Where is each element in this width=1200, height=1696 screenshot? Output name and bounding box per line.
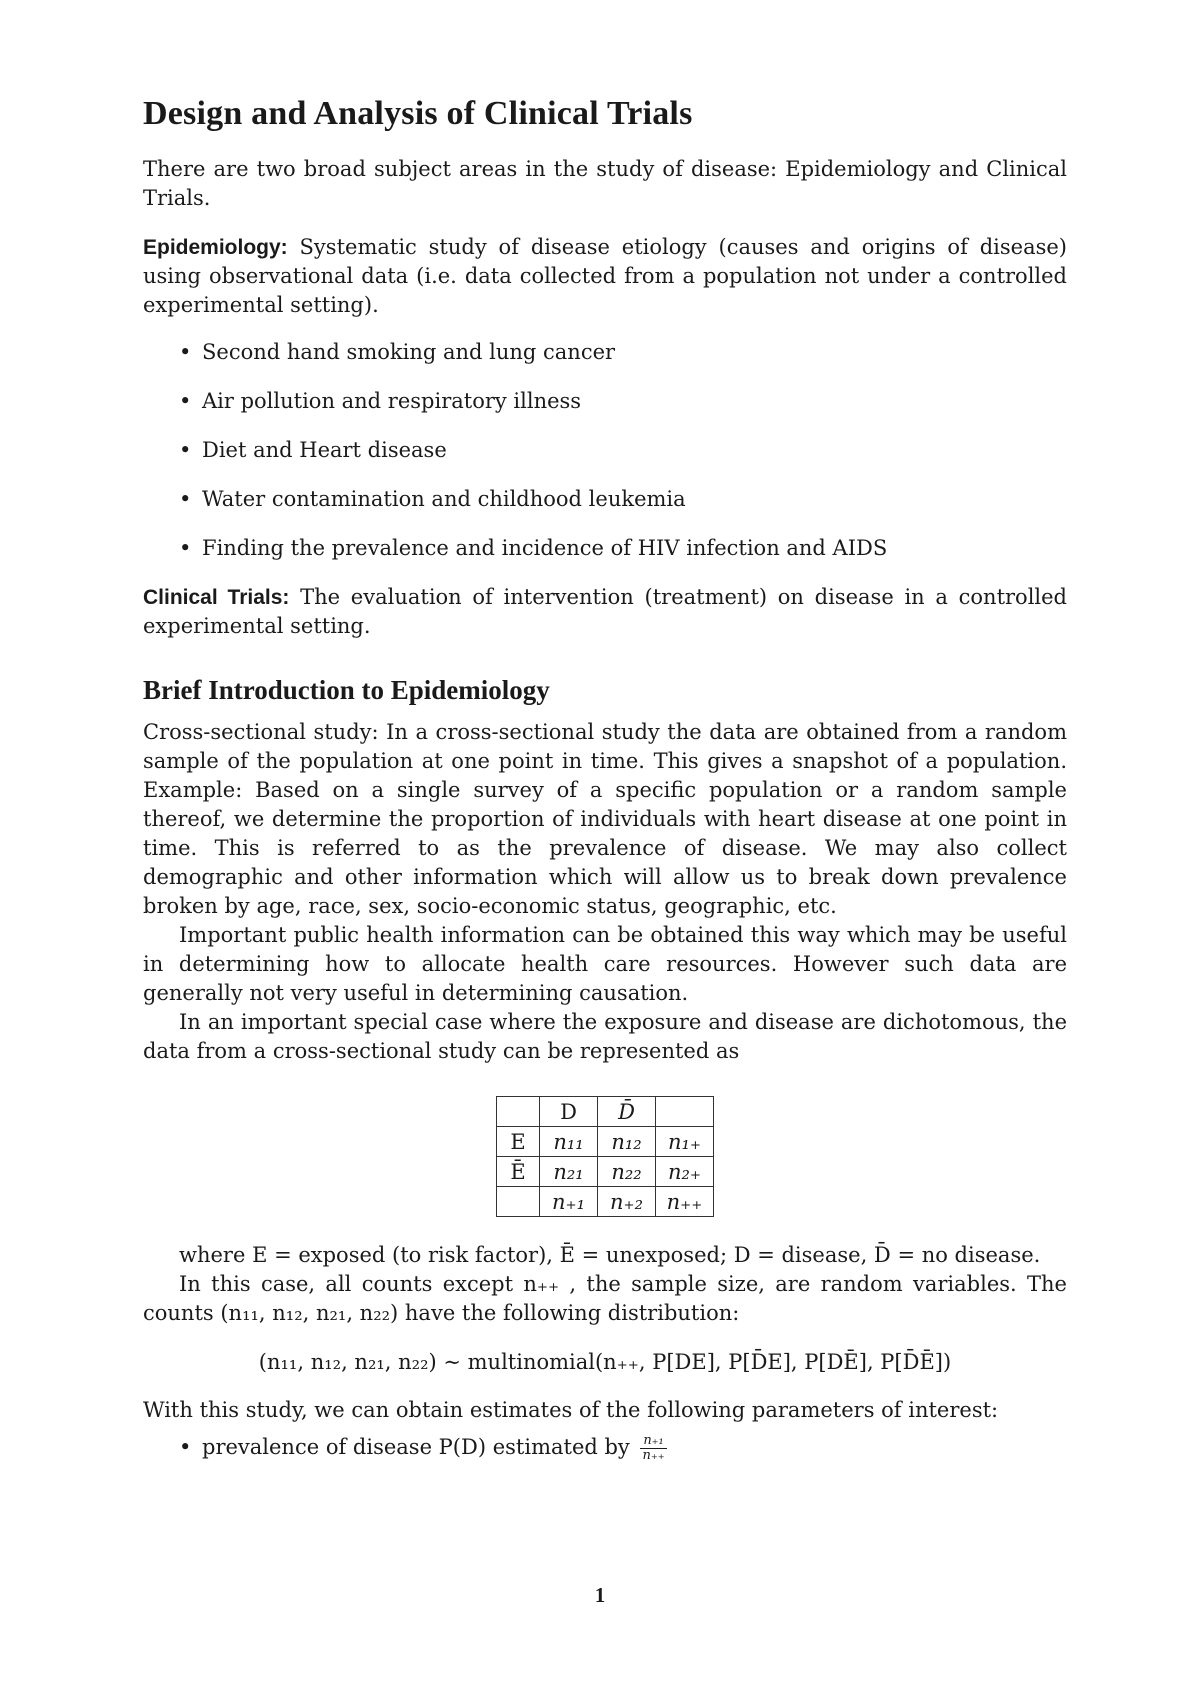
table-cell: n₁₂ <box>598 1127 656 1157</box>
table-cell <box>656 1097 714 1127</box>
list-item: • Air pollution and respiratory illness <box>202 387 1067 416</box>
dichotomous-paragraph: In an important special case where the exposure and disease are dichotomous, the data from a cross-sectional study can be represented as <box>143 1010 1067 1063</box>
table-row <box>497 1187 714 1217</box>
table-cell: n₂₁ <box>540 1157 598 1187</box>
page-number: 1 <box>594 1583 606 1607</box>
clinical-trials-definition <box>143 583 1067 641</box>
section-heading: Brief Introduction to Epidemiology <box>143 675 550 705</box>
table-cell <box>497 1097 540 1127</box>
list-item: • Second hand smoking and lung cancer <box>202 338 1067 367</box>
estimates-intro: With this study, we can obtain estimates of the following parameters of interest: <box>143 1398 999 1422</box>
intro-paragraph: There are two broad subject areas in the study of disease: Epidemiology and Clinical Trials. <box>143 157 1067 210</box>
contingency-table <box>496 1096 714 1217</box>
list-item <box>202 1433 1067 1463</box>
epidemiology-definition <box>143 233 1067 320</box>
counts-paragraph: In this case, all counts except n₊₊ , the sample size, are random variables. The counts (n₁₁, n₁₂, n₂₁, n₂₂) have the following distribution: <box>143 1272 1067 1325</box>
table-row-label: E <box>497 1127 540 1157</box>
public-health-paragraph: Important public health information can be obtained this way which may be useful in determining how to allocate health care resources. However such data are generally not very useful in determining causation. <box>143 923 1067 1005</box>
table-cell: n₂₊ <box>656 1157 714 1187</box>
cross-sectional-paragraph: Cross-sectional study: In a cross-sectional study the data are obtained from a random sample of the population at one point in time. This gives a snapshot of a population. Example: Based on a single survey of a specific population or a random sample thereof, we determine the proportion of individuals with heart disease at one point in time. This is referred to as the prevalence of disease. We may also collect demographic and other information which will allow us to break down prevalence broken by age, race, sex, socio-economic status, geographic, etc. <box>143 720 1067 918</box>
epidemiology-term: Epidemiology: <box>143 236 288 259</box>
table-row <box>497 1127 714 1157</box>
table-header-cell: D <box>540 1097 598 1127</box>
table-cell: n₂₂ <box>598 1157 656 1187</box>
table-cell: n₁₊ <box>656 1127 714 1157</box>
document-title: Design and Analysis of Clinical Trials <box>143 95 693 132</box>
table-cell: n₊₁ <box>540 1187 598 1217</box>
table-cell: n₊₂ <box>598 1187 656 1217</box>
fraction-numerator: n₊₁ <box>640 1434 666 1449</box>
table-header-cell: D̄ <box>598 1097 656 1127</box>
table-cell <box>497 1187 540 1217</box>
table-row <box>497 1157 714 1187</box>
list-item: • Diet and Heart disease <box>202 436 1067 465</box>
document-page <box>143 95 1067 1463</box>
table-cell: n₊₊ <box>656 1187 714 1217</box>
estimates-list <box>143 1433 1067 1463</box>
list-item: • Finding the prevalence and incidence of HIV infection and AIDS <box>202 534 1067 563</box>
contingency-table-wrapper <box>143 1096 1067 1217</box>
list-item: • Water contamination and childhood leukemia <box>202 485 1067 514</box>
clinical-trials-term: Clinical Trials: <box>143 586 290 609</box>
epidemiology-text: Systematic study of disease etiology (causes and origins of disease) using observational data (i.e. data collected from a population not under a controlled experimental setting). <box>143 235 1067 317</box>
fraction-denominator: n₊₊ <box>642 1448 665 1463</box>
table-cell: n₁₁ <box>540 1127 598 1157</box>
multinomial-equation: (n₁₁, n₁₂, n₂₁, n₂₂) ∼ multinomial(n₊₊, P[DE], P[D̄E], P[DĒ], P[D̄Ē]) <box>258 1350 952 1374</box>
estimate-text: prevalence of disease P(D) estimated by <box>202 1435 630 1459</box>
clinical-trials-text: The evaluation of intervention (treatment) on disease in a controlled experimental setting. <box>143 585 1067 638</box>
table-header-row <box>497 1097 714 1127</box>
where-paragraph: where E = exposed (to risk factor), Ē = unexposed; D = disease, D̄ = no disease. <box>179 1243 1041 1267</box>
table-row-label: Ē <box>497 1157 540 1187</box>
epidemiology-examples-list <box>143 338 1067 563</box>
prevalence-fraction <box>640 1434 666 1463</box>
